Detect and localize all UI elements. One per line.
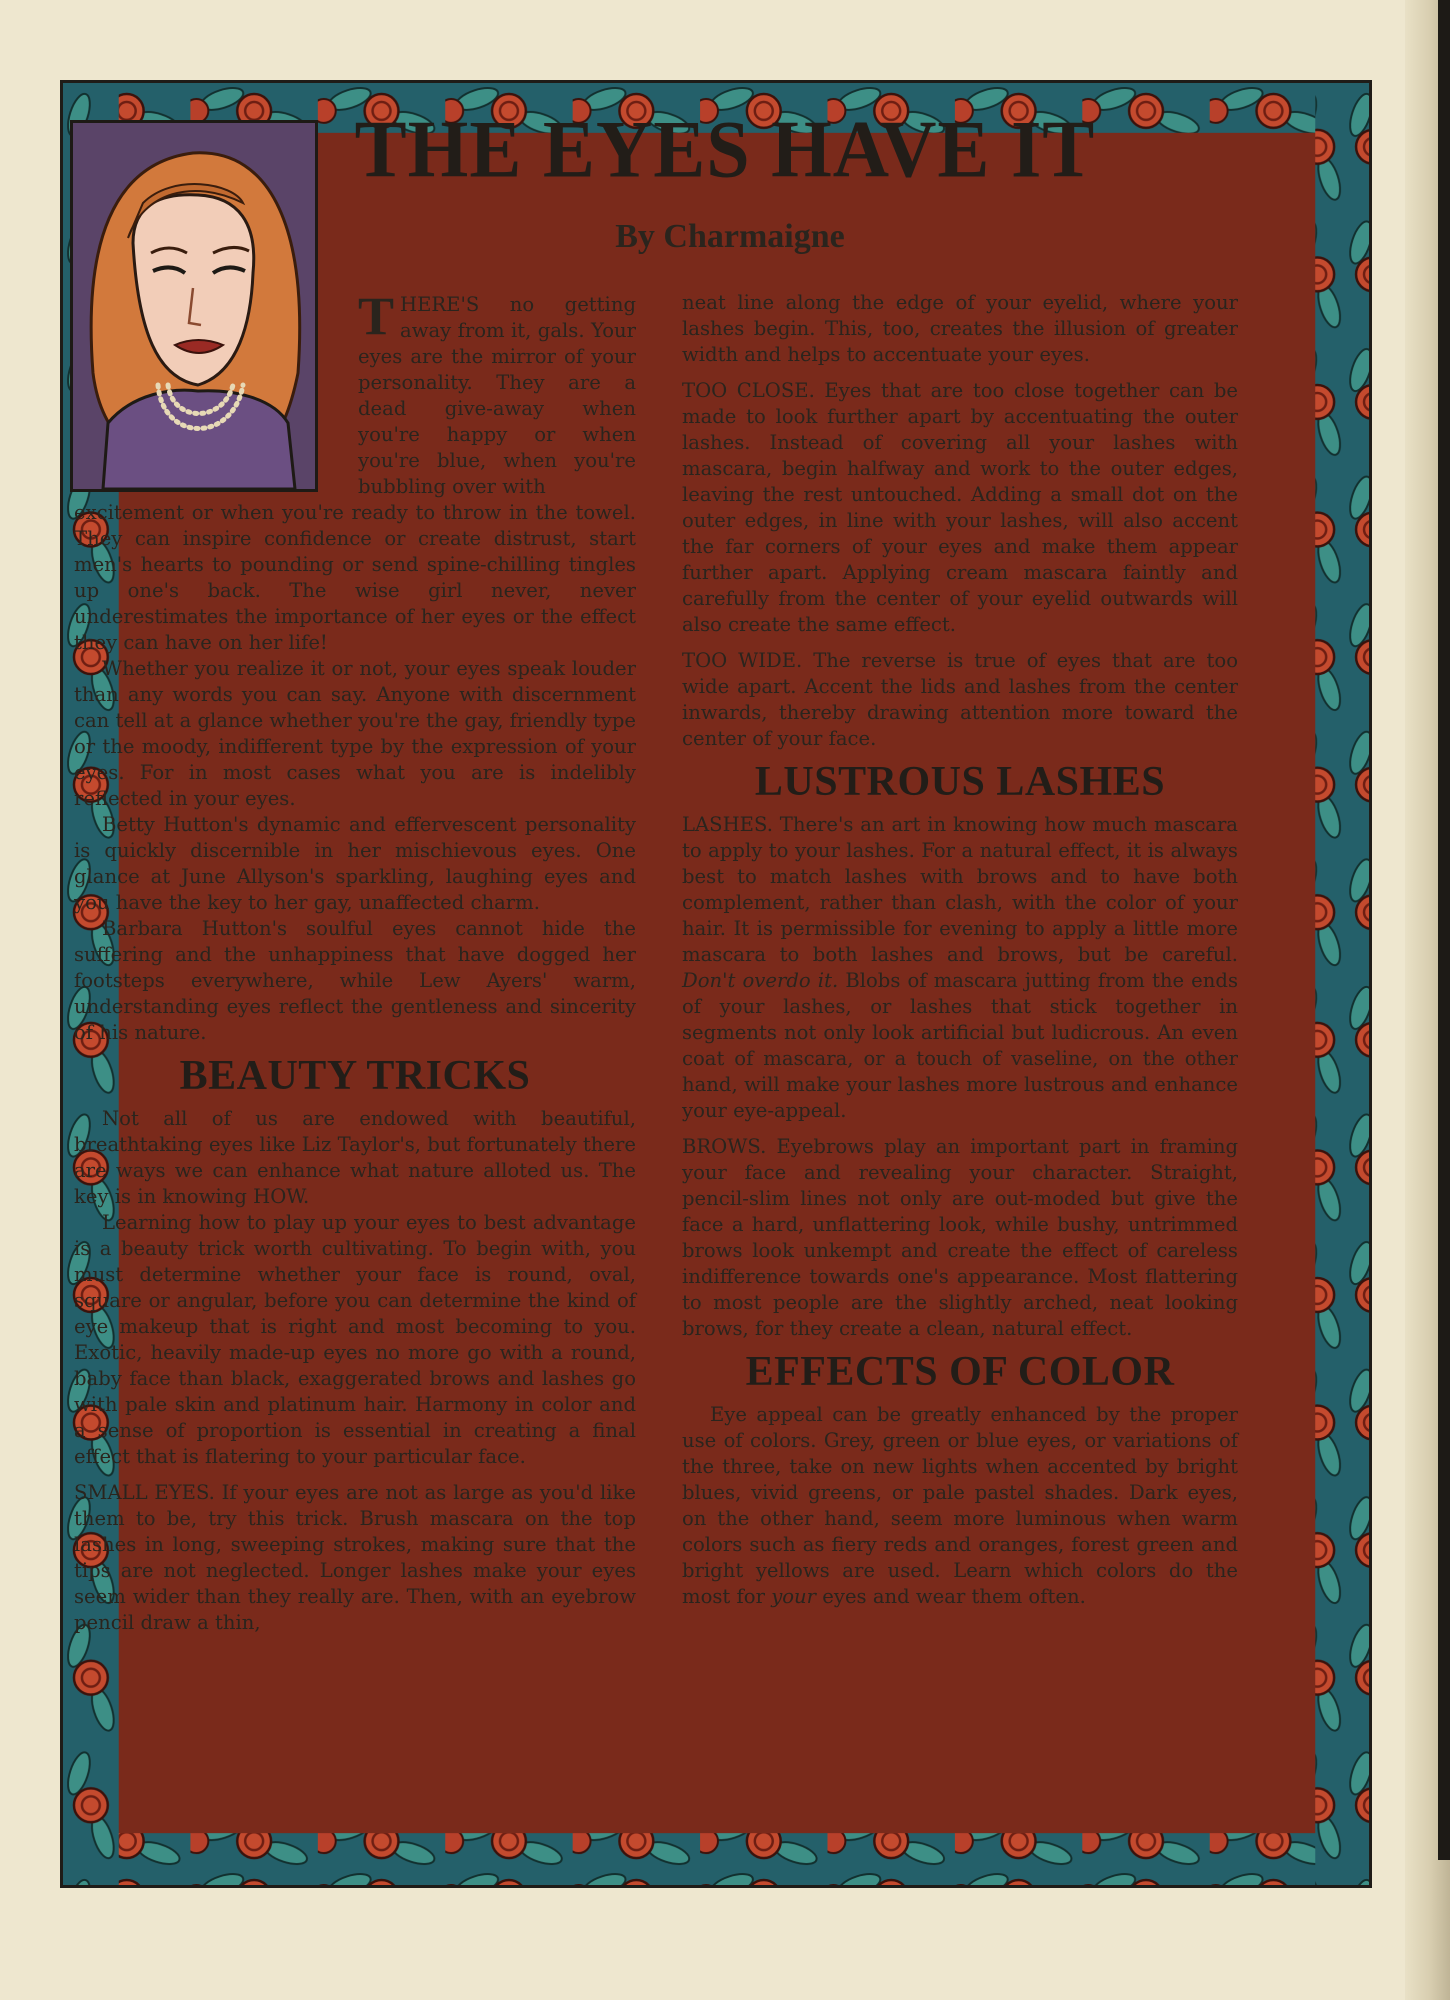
paragraph-small-eyes: SMALL EYES. If your eyes are not as large as you'd like them to be, try this trick. Brush mascara on the top lashes in long, sweeping strokes, making sure that the tips are not neglected. Longer lashes make your eyes seem wider than they really are. Then, with an eyebrow pencil draw a thin, xyxy=(74,1481,636,1634)
drop-cap: T xyxy=(358,286,395,346)
paragraph-neat-line: neat line along the edge of your eyelid, where your lashes begin. This, too, creates the illusion of greater width and helps to accentuate your eyes. xyxy=(682,291,1238,366)
lashes-text-b: Blobs of mascara jutting from the ends of your lashes, or lashes that stick together in segments not only look artificial but ludicrous. An even coat of mascara, or a touch of vaseline, on the other hand, will make your lashes more lustrous and enhance your eye-appeal. xyxy=(682,969,1238,1122)
woman-portrait-icon xyxy=(73,123,315,489)
lashes-emphasis: Don't overdo it. xyxy=(682,969,839,992)
heading-beauty-tricks: BEAUTY TRICKS xyxy=(179,1053,531,1099)
paragraph-lashes xyxy=(682,812,1238,1124)
woman-portrait xyxy=(70,120,318,492)
color-emphasis: your xyxy=(771,1585,817,1608)
heading-lustrous-lashes: LUSTROUS LASHES xyxy=(754,759,1166,805)
paragraph-liz-taylor: Not all of us are endowed with beautiful, breathtaking eyes like Liz Taylor's, but fortunately there are ways we can enhance what nature alloted us. The key is in knowing HOW. xyxy=(74,1107,636,1208)
left-column xyxy=(74,500,636,1636)
intro-column xyxy=(358,286,636,500)
article-byline: By Charmaigne xyxy=(615,218,845,255)
color-text-a: Eye appeal can be greatly enhanced by the proper use of colors. Grey, green or blue eyes, or variations of the three, take on new lights when accented by bright blues, vivid greens, or pale pastel shades. Dark eyes, on the other hand, seem more luminous when warm colors such as fiery reds and oranges, forest green and bright yellows are used. Learn which colors do the most for xyxy=(682,1403,1238,1608)
page-edge xyxy=(1405,0,1450,2000)
intro-continued-paragraph: excitement or when you're ready to throw in the towel. They can inspire confidence or create distrust, start men's hearts to pounding or send spine-chilling tingles up one's back. The wise girl never, never underestimates the importance of her eyes or the effect they can have on her life! xyxy=(74,501,636,654)
intro-lead-text: HERE'S no getting away from it, gals. Your eyes are the mirror of your personality. They are a dead give-away when you're happy or when you're blue, when you're bubbling over with xyxy=(358,293,636,498)
paragraph-eye-appeal xyxy=(682,1402,1238,1610)
paragraph-brows: BROWS. Eyebrows play an important part in framing your face and revealing your character. Straight, pencil-slim lines not only are out-moded but give the face a hard, unflattering look, while bushy, untrimmed brows look unkempt and create the effect of careless indifference towards one's appearance. Most flattering to most people are the slightly arched, neat looking brows, for they create a clean, natural effect. xyxy=(682,1135,1238,1340)
right-column xyxy=(682,290,1238,1610)
paragraph-too-wide: TOO WIDE. The reverse is true of eyes that are too wide apart. Accent the lids and lashes from the center inwards, thereby drawing attention more toward the center of your face. xyxy=(682,649,1238,750)
color-text-b: eyes and wear them often. xyxy=(822,1585,1086,1608)
article-title: THE EYES HAVE IT xyxy=(354,102,1096,195)
paragraph-too-close: TOO CLOSE. Eyes that are too close together can be made to look further apart by accentuating the outer lashes. Instead of covering all your lashes with mascara, begin halfway and work to the outer edges, leaving the rest untouched. Adding a small dot on the outer edges, in line with your lashes, will also accent the far corners of your eyes and make them appear further apart. Applying cream mascara faintly and carefully from the center of your eyelid outwards will also create the same effect. xyxy=(682,379,1238,636)
paragraph-barbara-hutton: Barbara Hutton's soulful eyes cannot hide the suffering and the unhappiness that have dogged her footsteps everywhere, while Lew Ayers' warm, understanding eyes reflect the gentleness and sincerity of his nature. xyxy=(74,917,636,1044)
paragraph-learning: Learning how to play up your eyes to best advantage is a beauty trick worth cultivating. To begin with, you must determine whether your face is round, oval, square or angular, before you can determine the kind of eye makeup that is right and most becoming to you. Exotic, heavily made-up eyes no more go with a round, baby face than black, exaggerated brows and lashes go with pale skin and platinum hair. Harmony in color and a sense of proportion is essential in creating a final effect that is flatering to your particular face. xyxy=(74,1211,636,1468)
paragraph-realize: Whether you realize it or not, your eyes speak louder than any words you can say. Anyone with discernment can tell at a glance whether you're the gay, friendly type or the moody, indifferent type by the expression of your eyes. For in most cases what you are is indelibly reflected in your eyes. xyxy=(74,657,636,810)
lashes-text-a: LASHES. There's an art in knowing how much mascara to apply to your lashes. For a natural effect, it is always best to match lashes with brows and to have both complement, rather than clash, with the color of your hair. It is permissible for evening to apply a little more mascara to both lashes and brows, but be careful. xyxy=(682,813,1238,966)
paragraph-betty-hutton: Betty Hutton's dynamic and effervescent personality is quickly discernible in her mischievous eyes. One glance at June Allyson's sparkling, laughing eyes and you have the key to her gay, unaffected charm. xyxy=(74,813,636,914)
heading-effects-of-color: EFFECTS OF COLOR xyxy=(745,1349,1175,1395)
